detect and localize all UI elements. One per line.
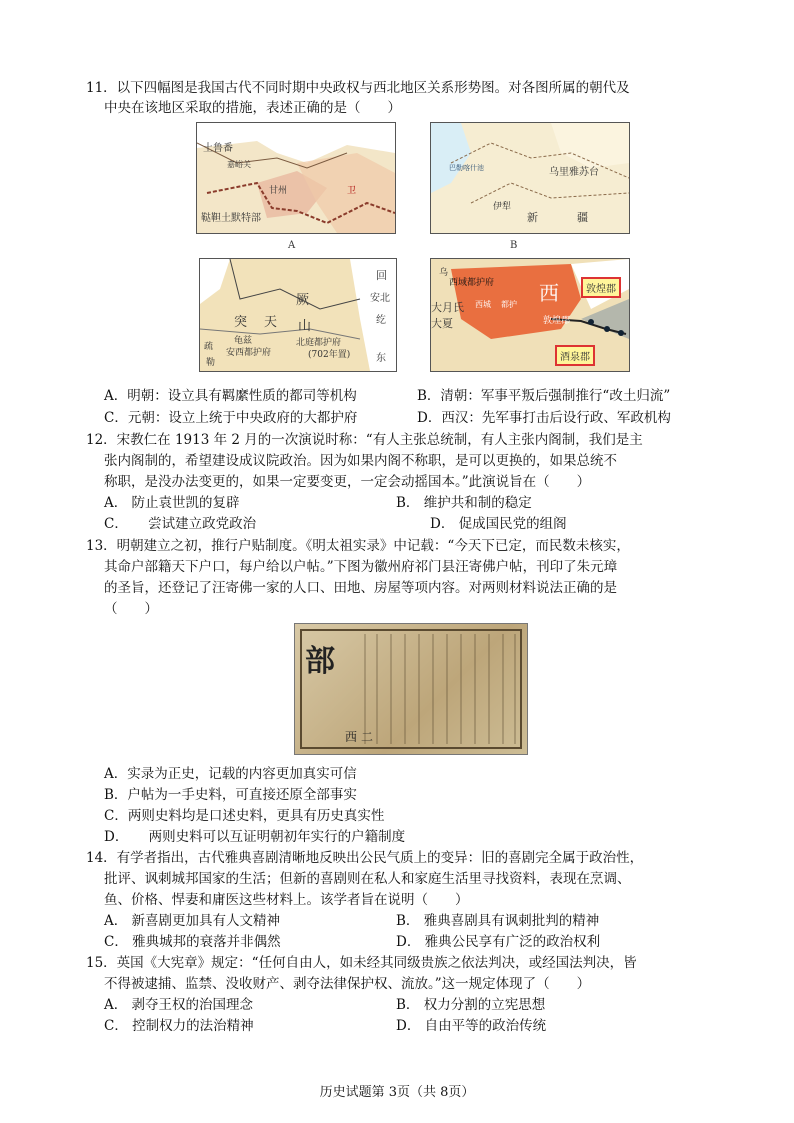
q12-option-d[interactable]: D． 促成国民党的组阁 [430, 516, 567, 532]
map-b-tag: B [510, 240, 518, 251]
map-b-label: 乌里雅苏台 [549, 167, 599, 178]
q12-stem-line1: 12．宋教仁在 1913 年 2 月的一次演说时称：“有人主张总统制，有人主张内阁制，我们是主 [86, 432, 643, 448]
q11-option-c[interactable]: C．元朝：设立上统于中央政府的大都护府 [104, 410, 358, 426]
map-d-label: 都护 [501, 300, 517, 309]
q15-option-a[interactable]: A． 剥夺王权的治国理念 [104, 997, 254, 1013]
q13-option-c[interactable]: C．两则史料均是口述史料，更具有历史真实性 [104, 808, 385, 824]
q15-option-c[interactable]: C． 控制权力的法治精神 [104, 1018, 254, 1034]
q13-stem-line1: 13．明朝建立之初，推行户贴制度。《明太祖实录》中记载：“今天下已定，而民数未核实， [86, 538, 630, 554]
map-d [430, 258, 630, 372]
map-a [196, 122, 396, 234]
map-d-label: 大月氏 [431, 301, 464, 314]
map-c-label: 安北 [370, 293, 390, 304]
q15-stem-line2: 不得被逮捕、监禁、没收财产、剥夺法律保护权、流放。”这一规定体现了（ ） [104, 976, 591, 992]
q13-option-a[interactable]: A．实录为正史，记载的内容更加真实可信 [104, 766, 357, 782]
q14-option-d[interactable]: D． 雅典公民享有广泛的政治权利 [396, 934, 601, 950]
map-b-label: 新 [527, 211, 538, 224]
map-c-label: 厥 [296, 293, 310, 308]
q14-option-a[interactable]: A． 新喜剧更加具有人文精神 [104, 913, 281, 929]
certificate-char: 部 [305, 644, 335, 679]
map-a-label: 嘉峪关 [227, 160, 251, 169]
q14-stem-line1: 14．有学者指出，古代雅典喜剧清晰地反映出公民气质上的变异：旧的喜剧完全属于政治性， [86, 850, 644, 866]
map-c [199, 258, 397, 372]
q14-stem-line2: 批评、讽刺城邦国家的生活；但新的喜剧则在私人和家庭生活里寻找资料，表现在烹调、 [104, 871, 631, 887]
q14-stem-line3: 鱼、价格、悍妻和庸医这些材料上。该学者旨在说明（ ） [104, 892, 469, 908]
page-footer: 历史试题第 3页（共 8页） [319, 1085, 475, 1100]
q12-stem-line3: 称职，是没办法变更的，如果一定要变更，一定会动摇国本。”此演说旨在（ ） [104, 474, 591, 490]
q14-option-b[interactable]: B． 雅典喜剧具有讽刺批判的精神 [396, 913, 600, 929]
q15-option-d[interactable]: D． 自由平等的政治传统 [396, 1018, 547, 1034]
household-certificate-image [294, 623, 528, 755]
map-b-label: 疆 [577, 211, 588, 224]
q13-option-b[interactable]: B．户帖为一手史料，可直接还原全部事实 [104, 787, 357, 803]
map-d-label: 乌 [439, 268, 449, 278]
map-c-label: 天 [264, 315, 278, 330]
q13-stem-line2: 其命户部籍天下户口，每户给以户帖。”下图为徽州府祁门县汪寄佛户帖，刊印了朱元璋 [104, 559, 618, 575]
q13-option-d[interactable]: D． 两则史料可以互证明朝初年实行的户籍制度 [104, 829, 406, 845]
map-a-label: 土鲁番 [203, 143, 233, 154]
map-a-label: 甘州 [269, 186, 288, 196]
map-c-label: 回 [376, 269, 387, 282]
map-d-box: 敦煌郡 [581, 277, 621, 298]
q11-stem-line1: 11．以下四幅图是我国古代不同时期中央政权与西北地区关系形势图。对各图所属的朝代及 [86, 80, 630, 96]
q11-option-d[interactable]: D．西汉：先军事打击后设行政、军政机构 [417, 410, 671, 426]
map-c-label: 勒 [206, 358, 216, 368]
certificate-char: 西 [345, 730, 358, 744]
map-c-label: 山 [298, 319, 312, 334]
q12-option-b[interactable]: B． 维护共和制的稳定 [396, 495, 532, 511]
map-a-label: 鞑靼土默特部 [201, 213, 261, 224]
map-d-label: 大夏 [431, 317, 453, 330]
map-c-label: 龟兹 [234, 336, 253, 346]
map-c-label: 北庭都护府 [296, 338, 342, 348]
map-b-label: 伊犁 [493, 202, 512, 212]
map-d-label: 西城 [475, 300, 491, 309]
q13-stem-line4: （ ） [104, 601, 158, 617]
map-d-label: 敦煌郡 [543, 316, 571, 326]
q12-option-a[interactable]: A． 防止袁世凯的复辟 [104, 495, 240, 511]
map-c-label: 东 [376, 353, 386, 364]
map-d-label: 西 [539, 281, 559, 305]
q12-option-c[interactable]: C． 尝试建立政党政治 [104, 516, 257, 532]
map-c-label: 安西都护府 [226, 348, 272, 358]
map-c-label: (702年置) [308, 350, 351, 360]
q14-option-c[interactable]: C． 雅典城邦的衰落并非偶然 [104, 934, 281, 950]
map-c-label: 疏 [204, 342, 214, 352]
q11-option-b[interactable]: B．清朝：军事平叛后强制推行“改土归流” [417, 388, 671, 404]
map-a-tag: A [288, 240, 296, 251]
map-d-label: 西域都护府 [449, 278, 495, 288]
map-c-label: 纥 [376, 315, 386, 326]
map-b-label: 巴勒喀什池 [449, 164, 484, 172]
q15-option-b[interactable]: B． 权力分割的立宪思想 [396, 997, 546, 1013]
q12-stem-line2: 张内阁制的，希望建设成议院政治。因为如果内阁不称职，是可以更换的，如果总统不 [104, 453, 617, 469]
map-d-box: 酒泉郡 [555, 345, 595, 366]
certificate-char: 二 [361, 730, 374, 744]
q11-option-a[interactable]: A．明朝：设立具有羁縻性质的都司等机构 [104, 388, 357, 404]
map-a-label: 卫 [347, 186, 357, 196]
map-b [430, 122, 630, 234]
q15-stem-line1: 15．英国《大宪章》规定：“任何自由人，如未经其同级贵族之依法判决，或经国法判决，皆 [86, 955, 637, 971]
q13-stem-line3: 的圣旨，还登记了汪寄佛一家的人口、田地、房屋等项内容。对两则材料说法正确的是 [104, 580, 617, 596]
map-c-label: 突 [234, 315, 248, 330]
q11-stem-line2: 中央在该地区采取的措施，表述正确的是（ ） [104, 100, 401, 116]
